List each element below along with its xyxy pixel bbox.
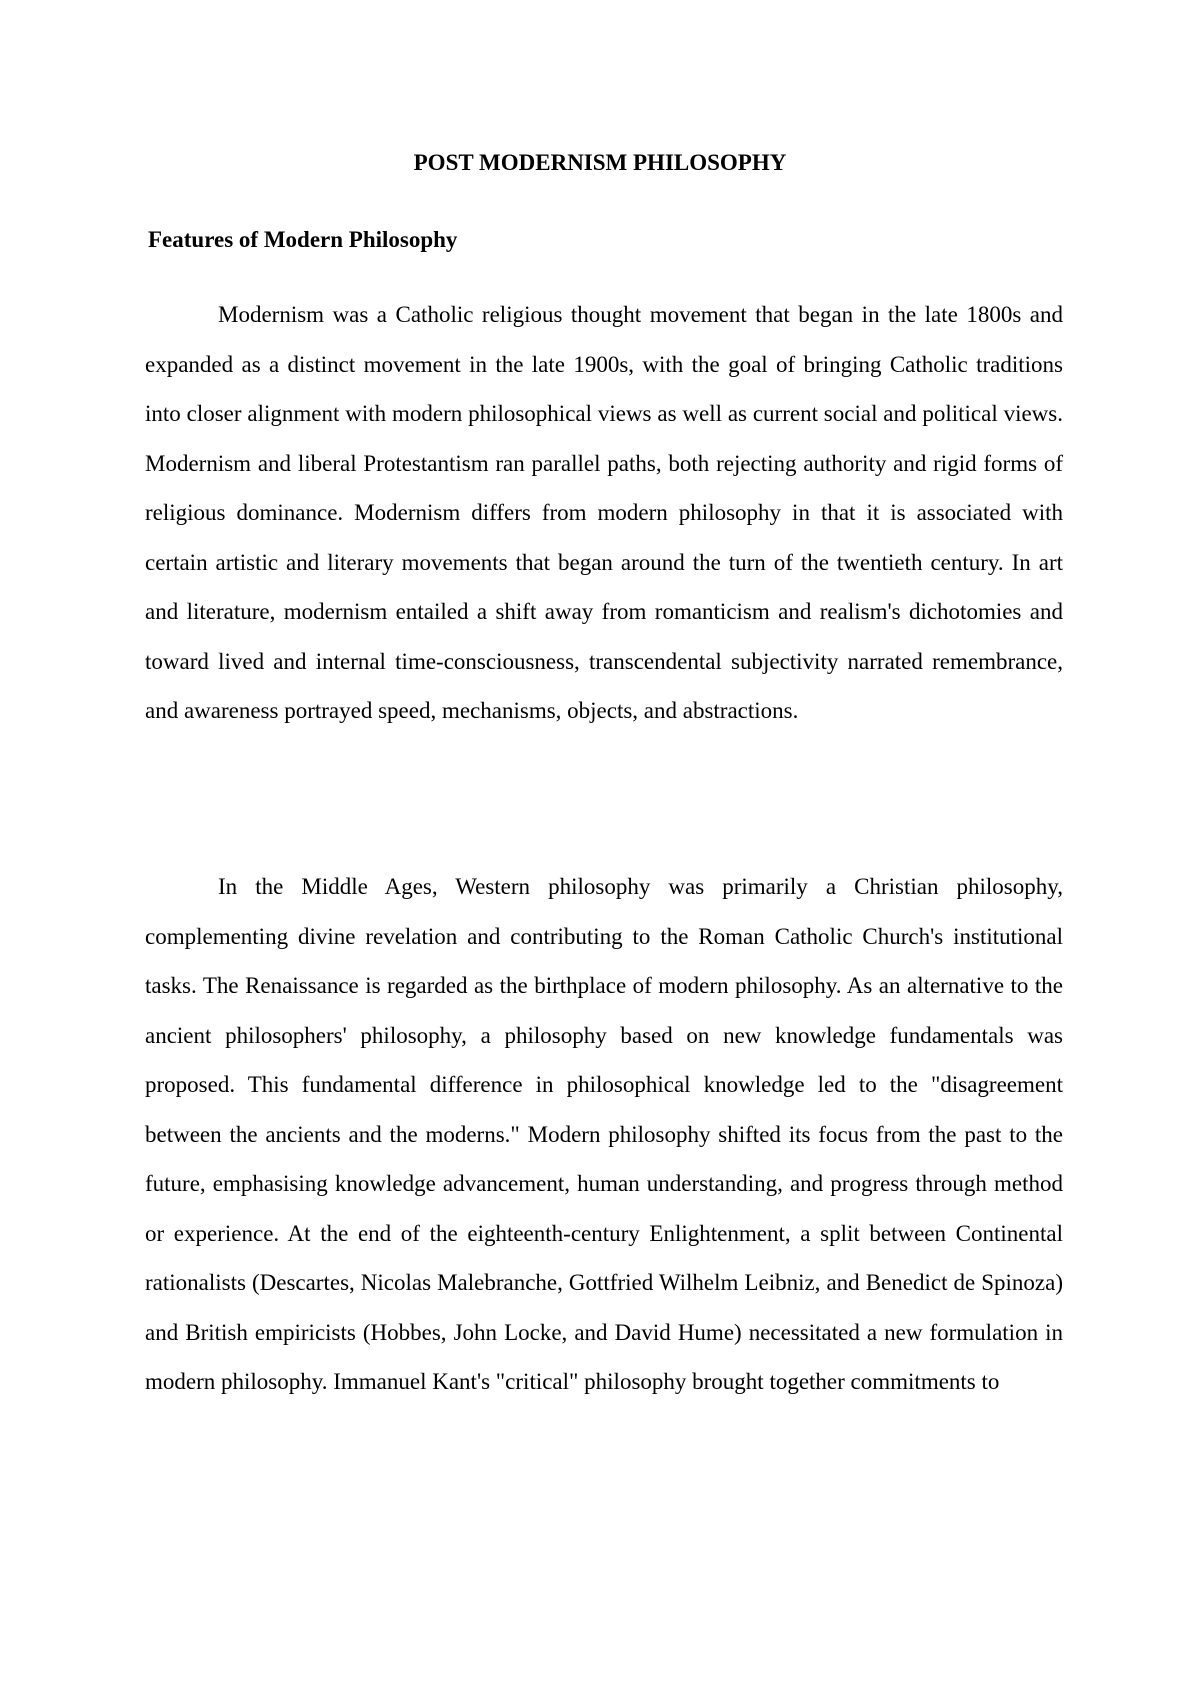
document-title: POST MODERNISM PHILOSOPHY: [413, 150, 787, 175]
section-heading: Features of Modern Philosophy: [148, 227, 458, 252]
paragraph: Modernism was a Catholic religious thought movement that began in the late 1800s and expanded as a distinct movement in the late 1900s, with the goal of bringing Catholic traditions into closer alignment with modern philosophical views as well as current social and political views. Modernism and liberal Protestantism ran parallel paths, both rejecting authority and rigid forms of religious dominance. Modernism differs from modern philosophy in that it is associated with certain artistic and literary movements that began around the turn of the twentieth century. In art and literature, modernism entailed a shift away from romanticism and realism's dichotomies and toward lived and internal time-consciousness, transcendental subjectivity narrated remembrance, and awareness portrayed speed, mechanisms, objects, and abstractions.: [145, 302, 1063, 723]
paragraph: In the Middle Ages, Western philosophy was primarily a Christian philosophy, complementing divine revelation and contributing to the Roman Catholic Church's institutional tasks. The Renaissance is regarded as the birthplace of modern philosophy. As an alternative to the ancient philosophers' philosophy, a philosophy based on new knowledge fundamentals was proposed. This fundamental difference in philosophical knowledge led to the "disagreement between the ancients and the moderns." Modern philosophy shifted its focus from the past to the future, emphasising knowledge advancement, human understanding, and progress through method or experience. At the end of the eighteenth-century Enlightenment, a split between Continental rationalists (Descartes, Nicolas Malebranche, Gottfried Wilhelm Leibniz, and Benedict de Spinoza) and British empiricists (Hobbes, John Locke, and David Hume) necessitated a new formulation in modern philosophy. Immanuel Kant's "critical" philosophy brought together commitments to: [145, 874, 1063, 1394]
